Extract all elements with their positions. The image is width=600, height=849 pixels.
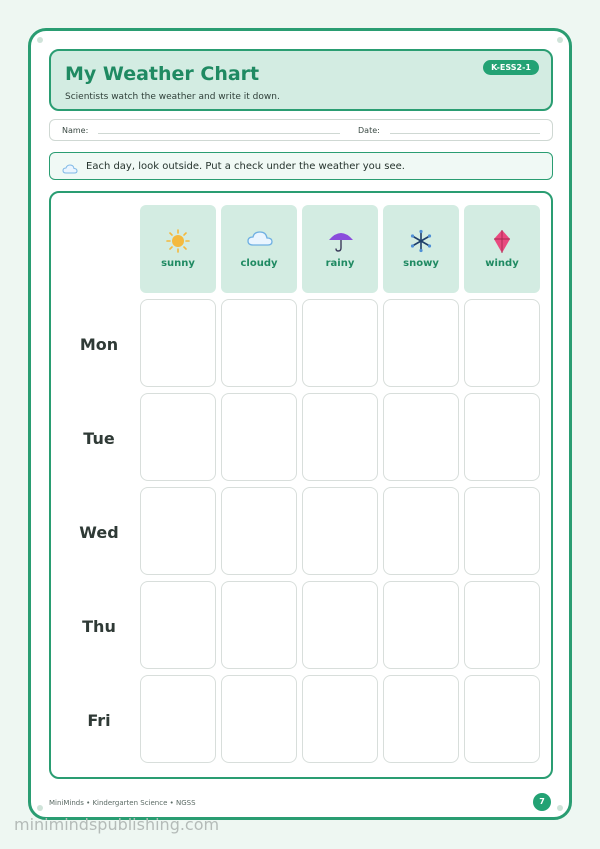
sun-icon (166, 229, 190, 253)
date-field[interactable] (390, 133, 540, 134)
check-cell-thu-rainy[interactable] (302, 581, 378, 669)
name-field[interactable] (98, 133, 340, 134)
check-cell-thu-sunny[interactable] (140, 581, 216, 669)
kite-icon (490, 229, 514, 255)
check-cell-fri-snowy[interactable] (383, 675, 459, 763)
check-cell-tue-rainy[interactable] (302, 393, 378, 481)
footer-text: MiniMinds • Kindergarten Science • NGSS (49, 799, 196, 807)
standard-badge: K-ESS2-1 (483, 60, 539, 75)
corner-dot (557, 37, 563, 43)
check-cell-tue-windy[interactable] (464, 393, 540, 481)
page-number: 7 (533, 793, 551, 811)
check-cell-mon-snowy[interactable] (383, 299, 459, 387)
name-label: Name: (62, 126, 89, 135)
check-cell-thu-windy[interactable] (464, 581, 540, 669)
day-label-fri: Fri (87, 711, 111, 730)
check-cell-fri-windy[interactable] (464, 675, 540, 763)
corner-dot (557, 805, 563, 811)
column-header-rainy (302, 205, 378, 293)
check-cell-wed-cloudy[interactable] (221, 487, 297, 575)
day-label-thu: Thu (82, 617, 116, 636)
check-cell-fri-cloudy[interactable] (221, 675, 297, 763)
date-label: Date: (358, 126, 380, 135)
check-cell-tue-sunny[interactable] (140, 393, 216, 481)
check-cell-mon-windy[interactable] (464, 299, 540, 387)
column-header-sunny (140, 205, 216, 293)
check-cell-mon-cloudy[interactable] (221, 299, 297, 387)
check-cell-wed-rainy[interactable] (302, 487, 378, 575)
watermark: minimindspublishing.com (14, 815, 220, 834)
column-label-sunny: sunny (161, 258, 195, 269)
column-label-windy: windy (485, 258, 519, 269)
column-label-cloudy: cloudy (240, 258, 278, 269)
check-cell-wed-sunny[interactable] (140, 487, 216, 575)
corner-dot (37, 805, 43, 811)
instruction-text: Each day, look outside. Put a check under the weather you see. (86, 161, 405, 172)
page-subtitle: Scientists watch the weather and write it down. (65, 92, 280, 102)
check-cell-tue-snowy[interactable] (383, 393, 459, 481)
page-title: My Weather Chart (65, 63, 260, 85)
umbrella-icon (328, 229, 354, 253)
corner-dot (37, 37, 43, 43)
column-header-snowy (383, 205, 459, 293)
check-cell-thu-snowy[interactable] (383, 581, 459, 669)
day-label-tue: Tue (83, 429, 115, 448)
check-cell-mon-sunny[interactable] (140, 299, 216, 387)
check-cell-fri-rainy[interactable] (302, 675, 378, 763)
column-label-rainy: rainy (325, 258, 355, 269)
name-date-row (49, 119, 553, 141)
cloud-icon (247, 229, 273, 249)
check-cell-fri-sunny[interactable] (140, 675, 216, 763)
column-header-cloudy (221, 205, 297, 293)
day-label-wed: Wed (79, 523, 119, 542)
snowflake-icon (409, 229, 433, 253)
instruction-box (49, 152, 553, 180)
column-label-snowy: snowy (403, 258, 439, 269)
worksheet-page (28, 28, 572, 820)
day-label-mon: Mon (79, 335, 119, 354)
check-cell-tue-cloudy[interactable] (221, 393, 297, 481)
cloud-icon (62, 160, 78, 179)
check-cell-wed-snowy[interactable] (383, 487, 459, 575)
title-banner (49, 49, 553, 111)
check-cell-mon-rainy[interactable] (302, 299, 378, 387)
column-header-windy (464, 205, 540, 293)
check-cell-thu-cloudy[interactable] (221, 581, 297, 669)
check-cell-wed-windy[interactable] (464, 487, 540, 575)
weather-grid (49, 191, 553, 779)
